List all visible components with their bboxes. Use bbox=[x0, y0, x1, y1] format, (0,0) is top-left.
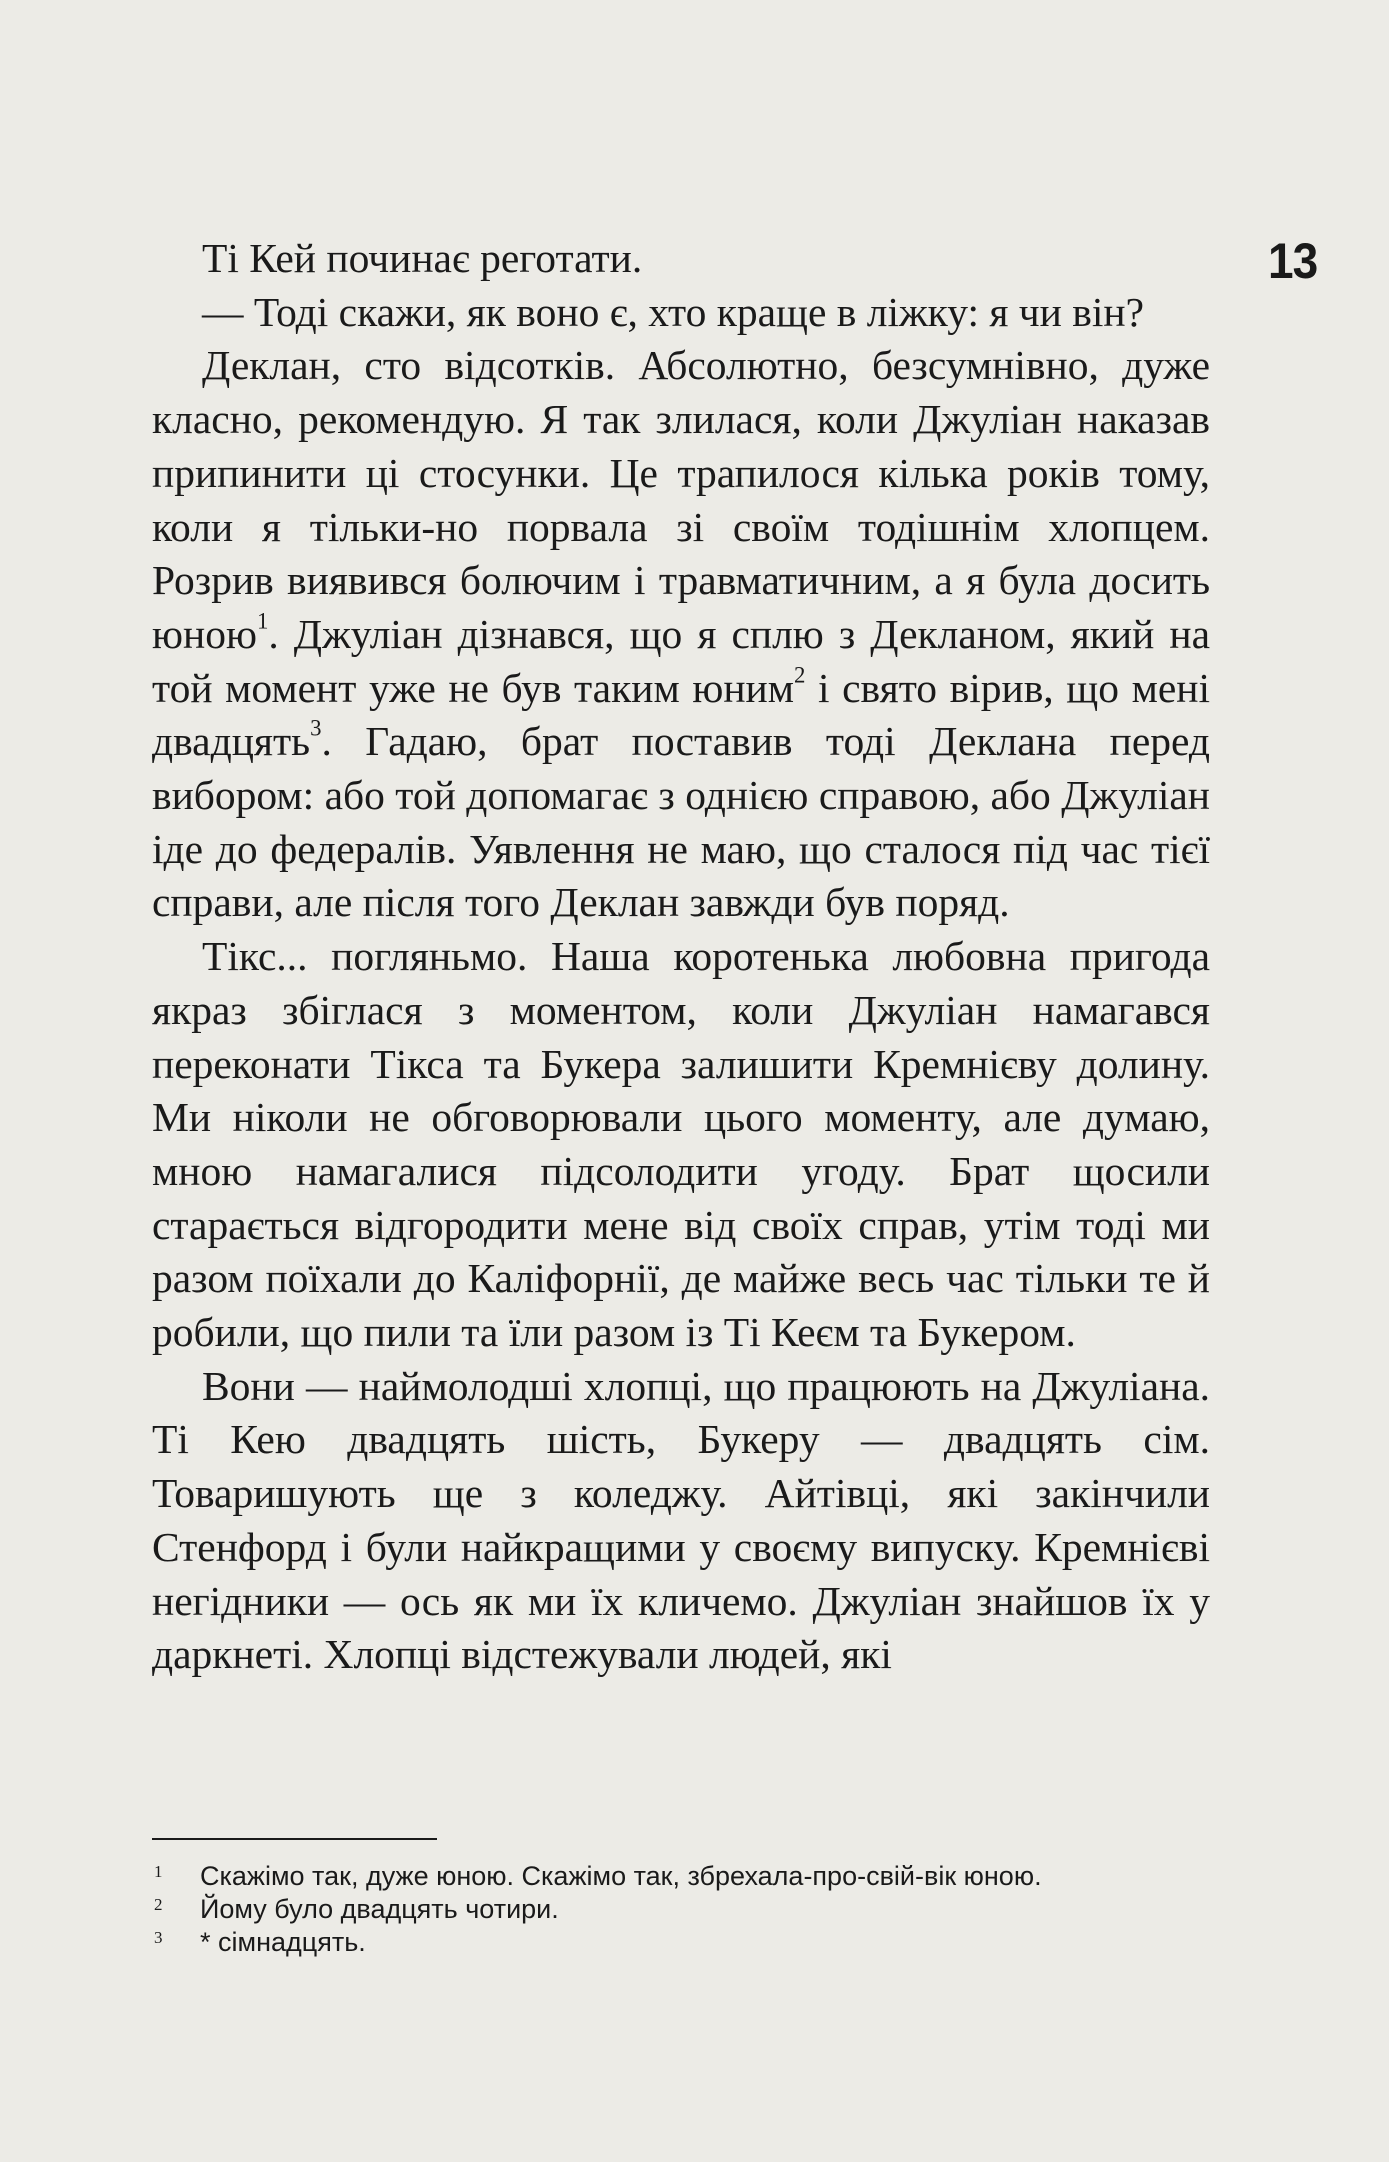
paragraph-dialogue: — Тоді скажи, як воно є, хто краще в ліжку: я чи він? bbox=[202, 288, 1145, 335]
footnote-ref-2: 2 bbox=[794, 662, 806, 688]
footnote-mark: 3 bbox=[154, 1928, 163, 1947]
footnote-mark: 2 bbox=[154, 1895, 163, 1914]
paragraph-text: і свято вірив, що мені двадцять bbox=[152, 664, 1211, 765]
footnotes bbox=[152, 1860, 1210, 1959]
paragraph-text: . Джуліан дізнався, що я сплю з Декланом, який на той момент уже не був таким юним bbox=[152, 610, 1210, 711]
footnote-ref-1: 1 bbox=[256, 608, 269, 634]
footnote-3 bbox=[152, 1926, 1210, 1959]
paragraph-text: . Гадаю, брат поставив тоді Деклана перед вибором: або той допомагає з однією справою, або Джуліан іде до федералів. Уявлення не маю, що сталося під час тієї справи, але після того Деклан завжди був поряд. bbox=[152, 718, 1210, 926]
paragraph: Ті Кей починає реготати. bbox=[202, 235, 643, 281]
page-number: 13 bbox=[1268, 233, 1318, 289]
footnote-divider bbox=[152, 1838, 437, 1840]
paragraph bbox=[152, 339, 1210, 930]
footnote-2 bbox=[152, 1893, 1210, 1926]
paragraph-text: Деклан, сто відсотків. Абсолютно, безсумнівно, дуже класно, рекомендую. Я так злилася, коли Джуліан наказав припинити ці стосунки. Це трапилося кілька років тому, коли я тільки-но порвала зі своїм тодішнім хлопцем. Розрив виявився болючим і травматичним, а я була досить юною bbox=[152, 342, 1210, 657]
footnote-1 bbox=[152, 1860, 1210, 1893]
paragraph: Тікс... погляньмо. Наша коротенька любовна пригода якраз збіглася з моментом, коли Джуліан намагався переконати Тікса та Букера залишити Кремнієву долину. Ми ніколи не обговорювали цього моменту, але думаю, мною намагалися підсолодити угоду. Брат щосили старається відгородити мене від своїх справ, утім тоді ми разом поїхали до Каліфорнії, де майже весь час тільки те й робили, що пили та їли разом із Ті Кеєм та Букером. bbox=[152, 933, 1210, 1356]
body-text bbox=[152, 232, 1210, 1682]
footnote-text: * сімнадцять. bbox=[200, 1927, 366, 1957]
paragraph: Вони — наймолодші хлопці, що працюють на Джуліана. Ті Кею двадцять шість, Букеру — двадцять сім. Товаришують ще з коледжу. Айтівці, які закінчили Стенфорд і були найкращими у своєму випуску. Кремнієві негідники — ось як ми їх кличемо. Джуліан знайшов їх у даркнеті. Хлопці відстежували людей, які bbox=[152, 1362, 1210, 1678]
footnote-mark: 1 bbox=[154, 1862, 163, 1881]
footnote-ref-3: 3 bbox=[310, 715, 322, 741]
footnote-text: Скажімо так, дуже юною. Скажімо так, збрехала-про-свій-вік юною. bbox=[200, 1861, 1042, 1891]
footnote-text: Йому було двадцять чотири. bbox=[200, 1894, 559, 1924]
